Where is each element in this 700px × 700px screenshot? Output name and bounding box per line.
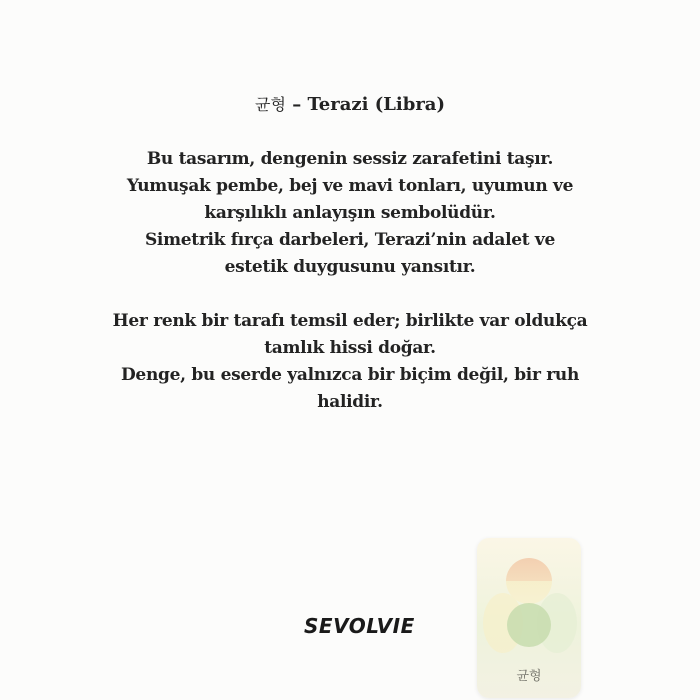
page-title xyxy=(0,92,700,118)
paragraph-line: tamlık hissi doğar. xyxy=(264,338,436,358)
paragraph-line: Bu tasarım, dengenin sessiz zarafetini taşır. xyxy=(146,149,554,169)
paragraph-line: Yumuşak pembe, bej ve mavi tonları, uyumun ve xyxy=(126,176,574,196)
green-circle xyxy=(507,603,551,647)
artwork-thumbnail[interactable] xyxy=(477,538,581,698)
paragraph-line: Denge, bu eserde yalnızca bir biçim değil, bir ruh xyxy=(120,365,580,385)
brand-logo: SEVOLVIE xyxy=(304,614,415,638)
paragraph-line: halidir. xyxy=(317,392,383,412)
thumbnail-label: 균형 xyxy=(516,669,542,684)
paragraph-line: Simetrik fırça darbeleri, Terazi’nin adalet ve xyxy=(144,230,556,250)
peach-circle xyxy=(506,558,552,604)
title-text: – Terazi (Libra) xyxy=(285,94,445,115)
paragraph-line: Her renk bir tarafı temsil eder; birlikte var oldukça xyxy=(112,311,588,331)
paragraph-line: estetik duygusunu yansıtır. xyxy=(224,257,476,277)
paragraph-line: karşılıklı anlayışın sembolüdür. xyxy=(204,203,496,223)
description-block xyxy=(0,92,700,416)
paragraph-1 xyxy=(0,146,700,281)
title-hangul: 균형 xyxy=(255,95,286,114)
paragraph-2 xyxy=(0,308,700,416)
